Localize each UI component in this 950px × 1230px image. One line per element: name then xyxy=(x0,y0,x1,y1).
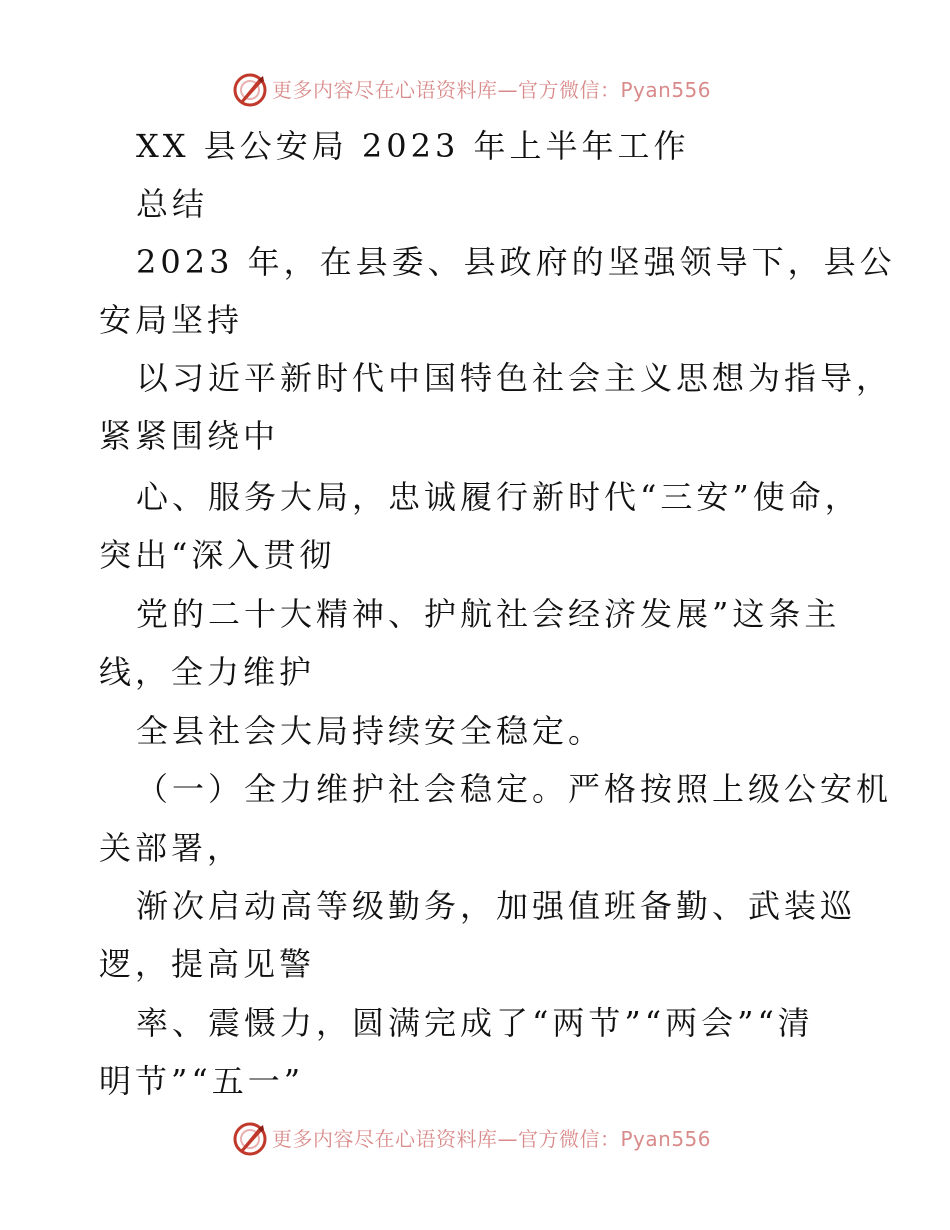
paragraph-line: 2023 年，在县委、县政府的坚强领导下，县公 xyxy=(136,243,896,281)
paragraph-line: 紧紧围绕中 xyxy=(99,417,280,455)
paragraph-line: 安局坚持 xyxy=(99,301,244,339)
quill-logo-icon xyxy=(232,1121,268,1157)
paragraph-line: 关部署， xyxy=(99,829,244,867)
paragraph-line: 逻，提高见警 xyxy=(99,945,316,983)
paragraph-line: 心、服务大局，忠诚履行新时代“三安”使命， xyxy=(136,478,861,516)
document-title-line-1: XX 县公安局 2023 年上半年工作 xyxy=(136,127,690,165)
paragraph-line: 率、震慑力，圆满完成了“两节”“两会”“清 xyxy=(136,1004,814,1042)
watermark-text: 更多内容尽在心语资料库—官方微信：Pyan556 xyxy=(272,78,712,102)
paragraph-line: 全县社会大局持续安全稳定。 xyxy=(136,712,605,750)
paragraph-line: 以习近平新时代中国特色社会主义思想为指导， xyxy=(136,359,893,397)
footer-watermark-banner xyxy=(0,1118,950,1162)
paragraph-line: 渐次启动高等级勤务，加强值班备勤、武装巡 xyxy=(136,887,857,925)
paragraph-line: 党的二十大精神、护航社会经济发展”这条主 xyxy=(136,595,841,633)
paragraph-line: 突出“深入贯彻 xyxy=(99,536,336,574)
watermark-text: 更多内容尽在心语资料库—官方微信：Pyan556 xyxy=(272,1127,712,1151)
section-heading-line: （一）全力维护社会稳定。严格按照上级公安机 xyxy=(136,770,893,808)
paragraph-line: 线，全力维护 xyxy=(99,653,316,691)
paragraph-line: 明节”“五一” xyxy=(99,1062,305,1100)
document-title-line-2: 总结 xyxy=(136,185,209,223)
